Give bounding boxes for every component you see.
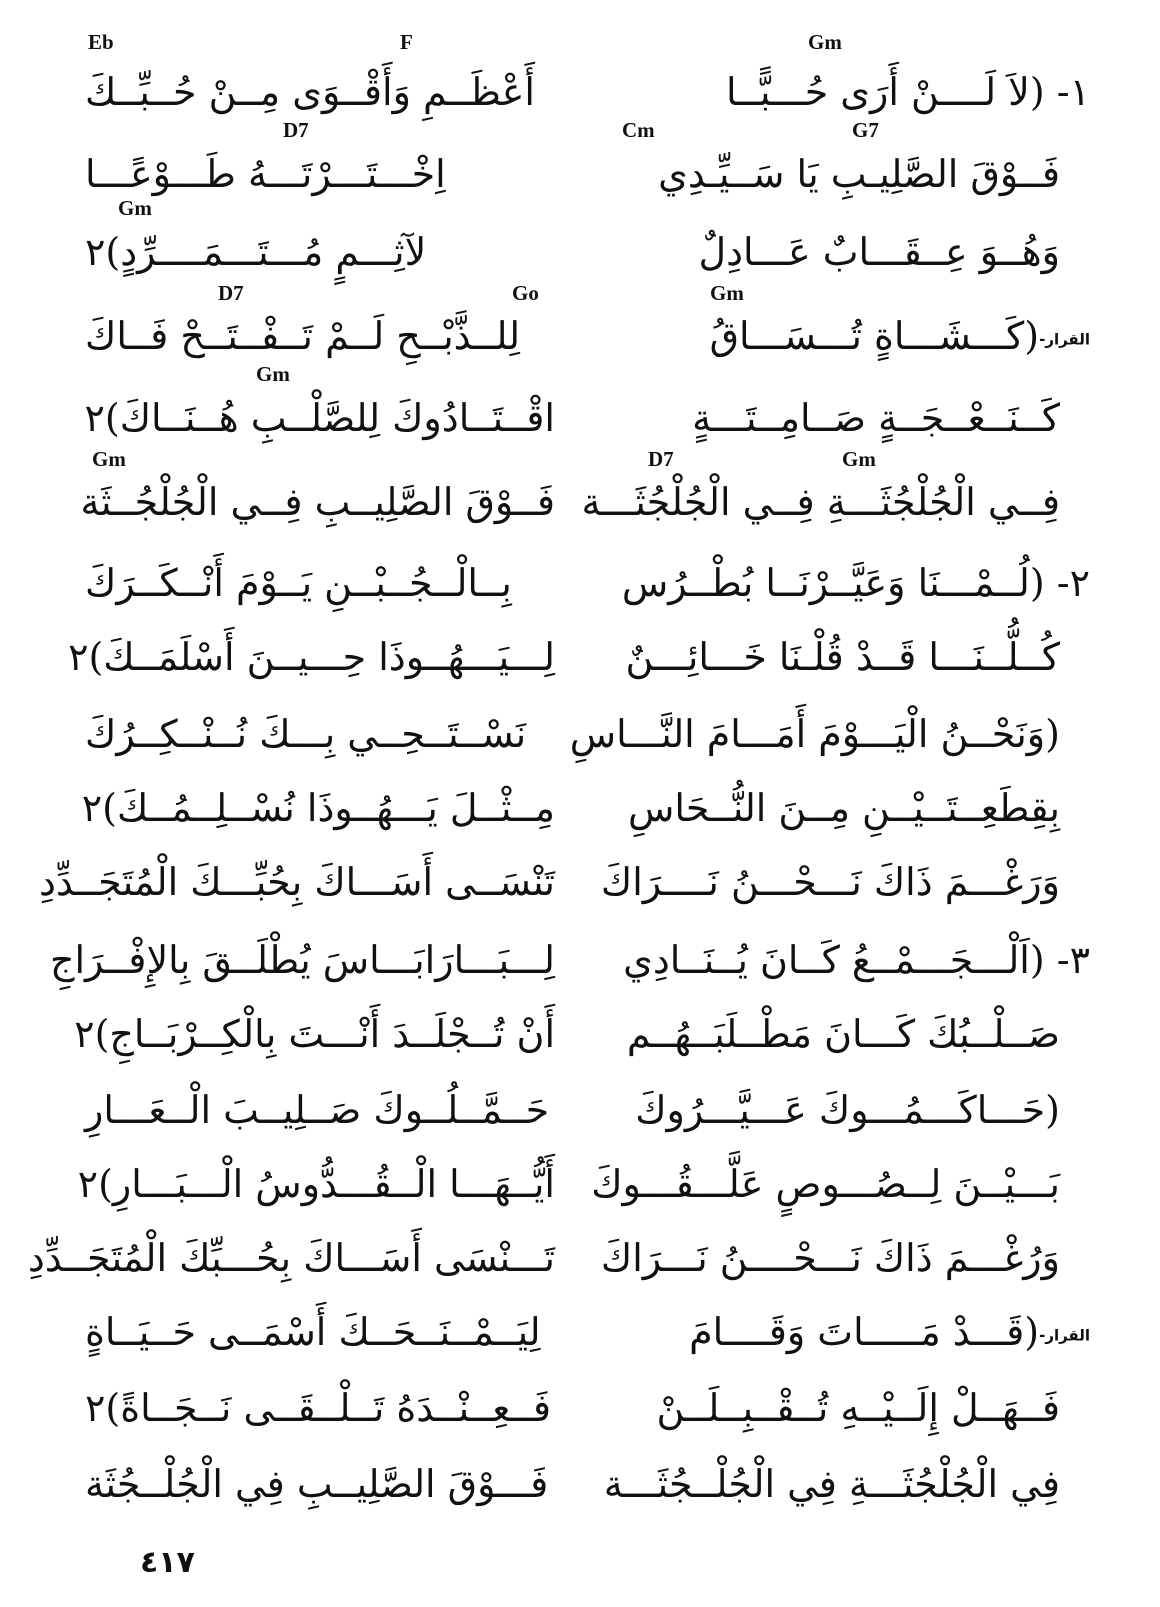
lyric-right-4 [590, 306, 1090, 366]
chord-label: D7 [218, 281, 244, 305]
lyric-left-4: لِلــذَّبْــحِ لَــمْ تَــفْــتَــحْ فَــاكَ [85, 314, 521, 358]
lyric-left-3: لآثِـــمٍ مُـــتَـــمَــــرِّدٍ)٢ [85, 230, 427, 274]
lyric-right-17-text: (قَـــدْ مَـــــاتَ وَقَــــامَ [689, 1310, 1040, 1354]
lyric-right-4-text: (كَـــشَـــاةٍ تُـــسَـــاقُ [709, 314, 1040, 358]
lyric-left-8: لِـــيَـــهُــوذَا حِـــيــنَ أَسْلَمَــكَ)٢ [68, 635, 555, 679]
chord-label: Gm [710, 281, 744, 305]
lyric-right-17 [590, 1302, 1090, 1362]
chord-label: D7 [283, 118, 309, 142]
lyric-left-15: أَيُّــهَـــا الْــقُـــدُّوسُ الْـــبَـــارِ)٢ [77, 1162, 555, 1206]
lyric-right-13: صَــلْــبُكَ كَـــانَ مَطْــلَبَــهُــم [626, 1012, 1060, 1056]
lyric-right-6: فِــي الْجُلْجُثَـــةِ فِــي الْجُلْجُثَـــة [581, 480, 1060, 524]
lyric-right-12: ٣- (اَلْـــجَـــمْــعُ كَــانَ يُــنَــادِي [623, 938, 1090, 982]
lyric-left-16: تَـــنْسَى أَسَـــاكَ بِحُـــبِّكَ الْمُتَجَــدِّدِ [27, 1236, 555, 1280]
lyric-left-5: اقْــتَــادُوكَ لِلصَّلْــبِ هُــنَــاكَ)٢ [84, 396, 555, 440]
chord-label: Go [512, 281, 539, 305]
chord-label: D7 [648, 447, 674, 471]
chord-label: Gm [256, 362, 290, 386]
chord-label: Gm [842, 447, 876, 471]
refrain-tag: القرار- [1039, 330, 1090, 349]
lyric-right-7: ٢- (لُــمْـــنَا وَعَيَّــرْنَــا بُطْــرُس [621, 561, 1090, 605]
chord-label: Gm [92, 447, 126, 471]
lyric-left-14: حَــمَّــلُــوكَ صَــلِيــبَ الْــعَـــارِ [85, 1088, 550, 1132]
lyric-left-10: مِــثْــلَ يَـــهُــوذَا نُسْــلِــمُــكَ)٢ [81, 786, 555, 830]
chord-label: Cm [622, 118, 655, 142]
lyric-right-2: فَــوْقَ الصَّلِيـبِ يَا سَــيِّـدِي [658, 152, 1060, 196]
lyric-right-15: بَـــيْــنَ لِــصُـــوصٍ عَلَّـــقُـــوكَ [591, 1162, 1060, 1206]
lyric-right-11: وَرَغْـــمَ ذَاكَ نَـــحْـــنُ نَــــرَاكَ [600, 860, 1060, 904]
chord-label: Gm [808, 30, 842, 54]
lyric-right-5: كَــنَــعْــجَــةٍ صَــامِــتَـــةٍ [692, 396, 1060, 440]
lyric-left-18: فَــعِــنْــدَهُ تَــلْــقَــى نَــجَــاةً)٢ [85, 1386, 551, 1430]
lyric-left-2: اِخْـــتَـــرْتَـــهُ طَـــوْعًـــا [85, 152, 446, 196]
chord-label: F [400, 30, 413, 54]
chord-label: Eb [88, 30, 114, 54]
lyric-left-12: لِـــبَـــارَابَـــاسَ يُطْلَــقَ بِالإِفْــرَاجِ [49, 938, 555, 982]
lyric-right-9: (وَنَحْــنُ الْيَـــوْمَ أَمَـــامَ النَّـــاسِ [569, 712, 1060, 756]
lyric-right-3: وَهُــوَ عِــقَـــابٌ عَـــادِلٌ [698, 230, 1060, 274]
lyric-left-17: لِيَــمْــنَــحَــكَ أَسْمَــى حَــيَــاةٍ [85, 1310, 541, 1354]
lyric-left-6: فَــوْقَ الصَّلِيــبِ فِــي الْجُلْجُــثَة [80, 480, 555, 524]
lyric-left-11: تَنْسَــى أَسَـــاكَ بِحُبِّـــكَ الْمُتَجَــدِّدِ [38, 860, 555, 904]
lyric-right-14: (حَـــاكَـــمُـــوكَ عَـــيَّـــرُوكَ [635, 1088, 1060, 1132]
lyric-right-1: ١- (لاَ لَــــنْ أَرَى حُـــبًّــا [726, 70, 1090, 114]
chord-label: G7 [852, 118, 879, 142]
lyric-left-13: أَنْ تُــجْلَــدَ أَنْـــتَ بِالْكِــرْبَــاجِ)٢ [74, 1012, 555, 1056]
lyric-left-19: فَـــوْقَ الصَّلِيــبِ فِي الْجُلْــجُثَة [85, 1462, 549, 1506]
lyric-right-19: فِي الْجُلْجُثَـــةِ فِي الْجُلْــجُثَـــة [603, 1462, 1060, 1506]
lyric-left-7: بِــالْــجُــبْــنِ يَــوْمَ أَنْــكَــرَكَ [85, 561, 512, 605]
lyric-right-16: وَرُغْـــمَ ذَاكَ نَـــحْــــنُ نَـــرَاكَ [600, 1236, 1060, 1280]
lyric-right-10: بِقِطَعِــتَــيْــنِ مِــنَ النُّــحَاسِ [627, 786, 1060, 830]
lyric-left-1: أَعْظَــمِ وَأَقْــوَى مِــنْ حُــبِّــكَ [85, 70, 535, 114]
lyric-right-8: كُــلُّــنَـــا قَــدْ قُلْـنَا خَـــائِـــنٌ [625, 635, 1060, 679]
page-number: ٤١٧ [140, 1545, 195, 1580]
chord-label: Gm [118, 196, 152, 220]
lyric-right-18: فَــهَــلْ إِلَــيْــهِ تُــقْــبِــلَــنْ [656, 1386, 1060, 1430]
lyric-left-9: نَسْــتَــحِــي بِـــكَ نُــنْــكِــرُكَ [85, 712, 527, 756]
refrain-tag: القرار- [1039, 1326, 1090, 1345]
